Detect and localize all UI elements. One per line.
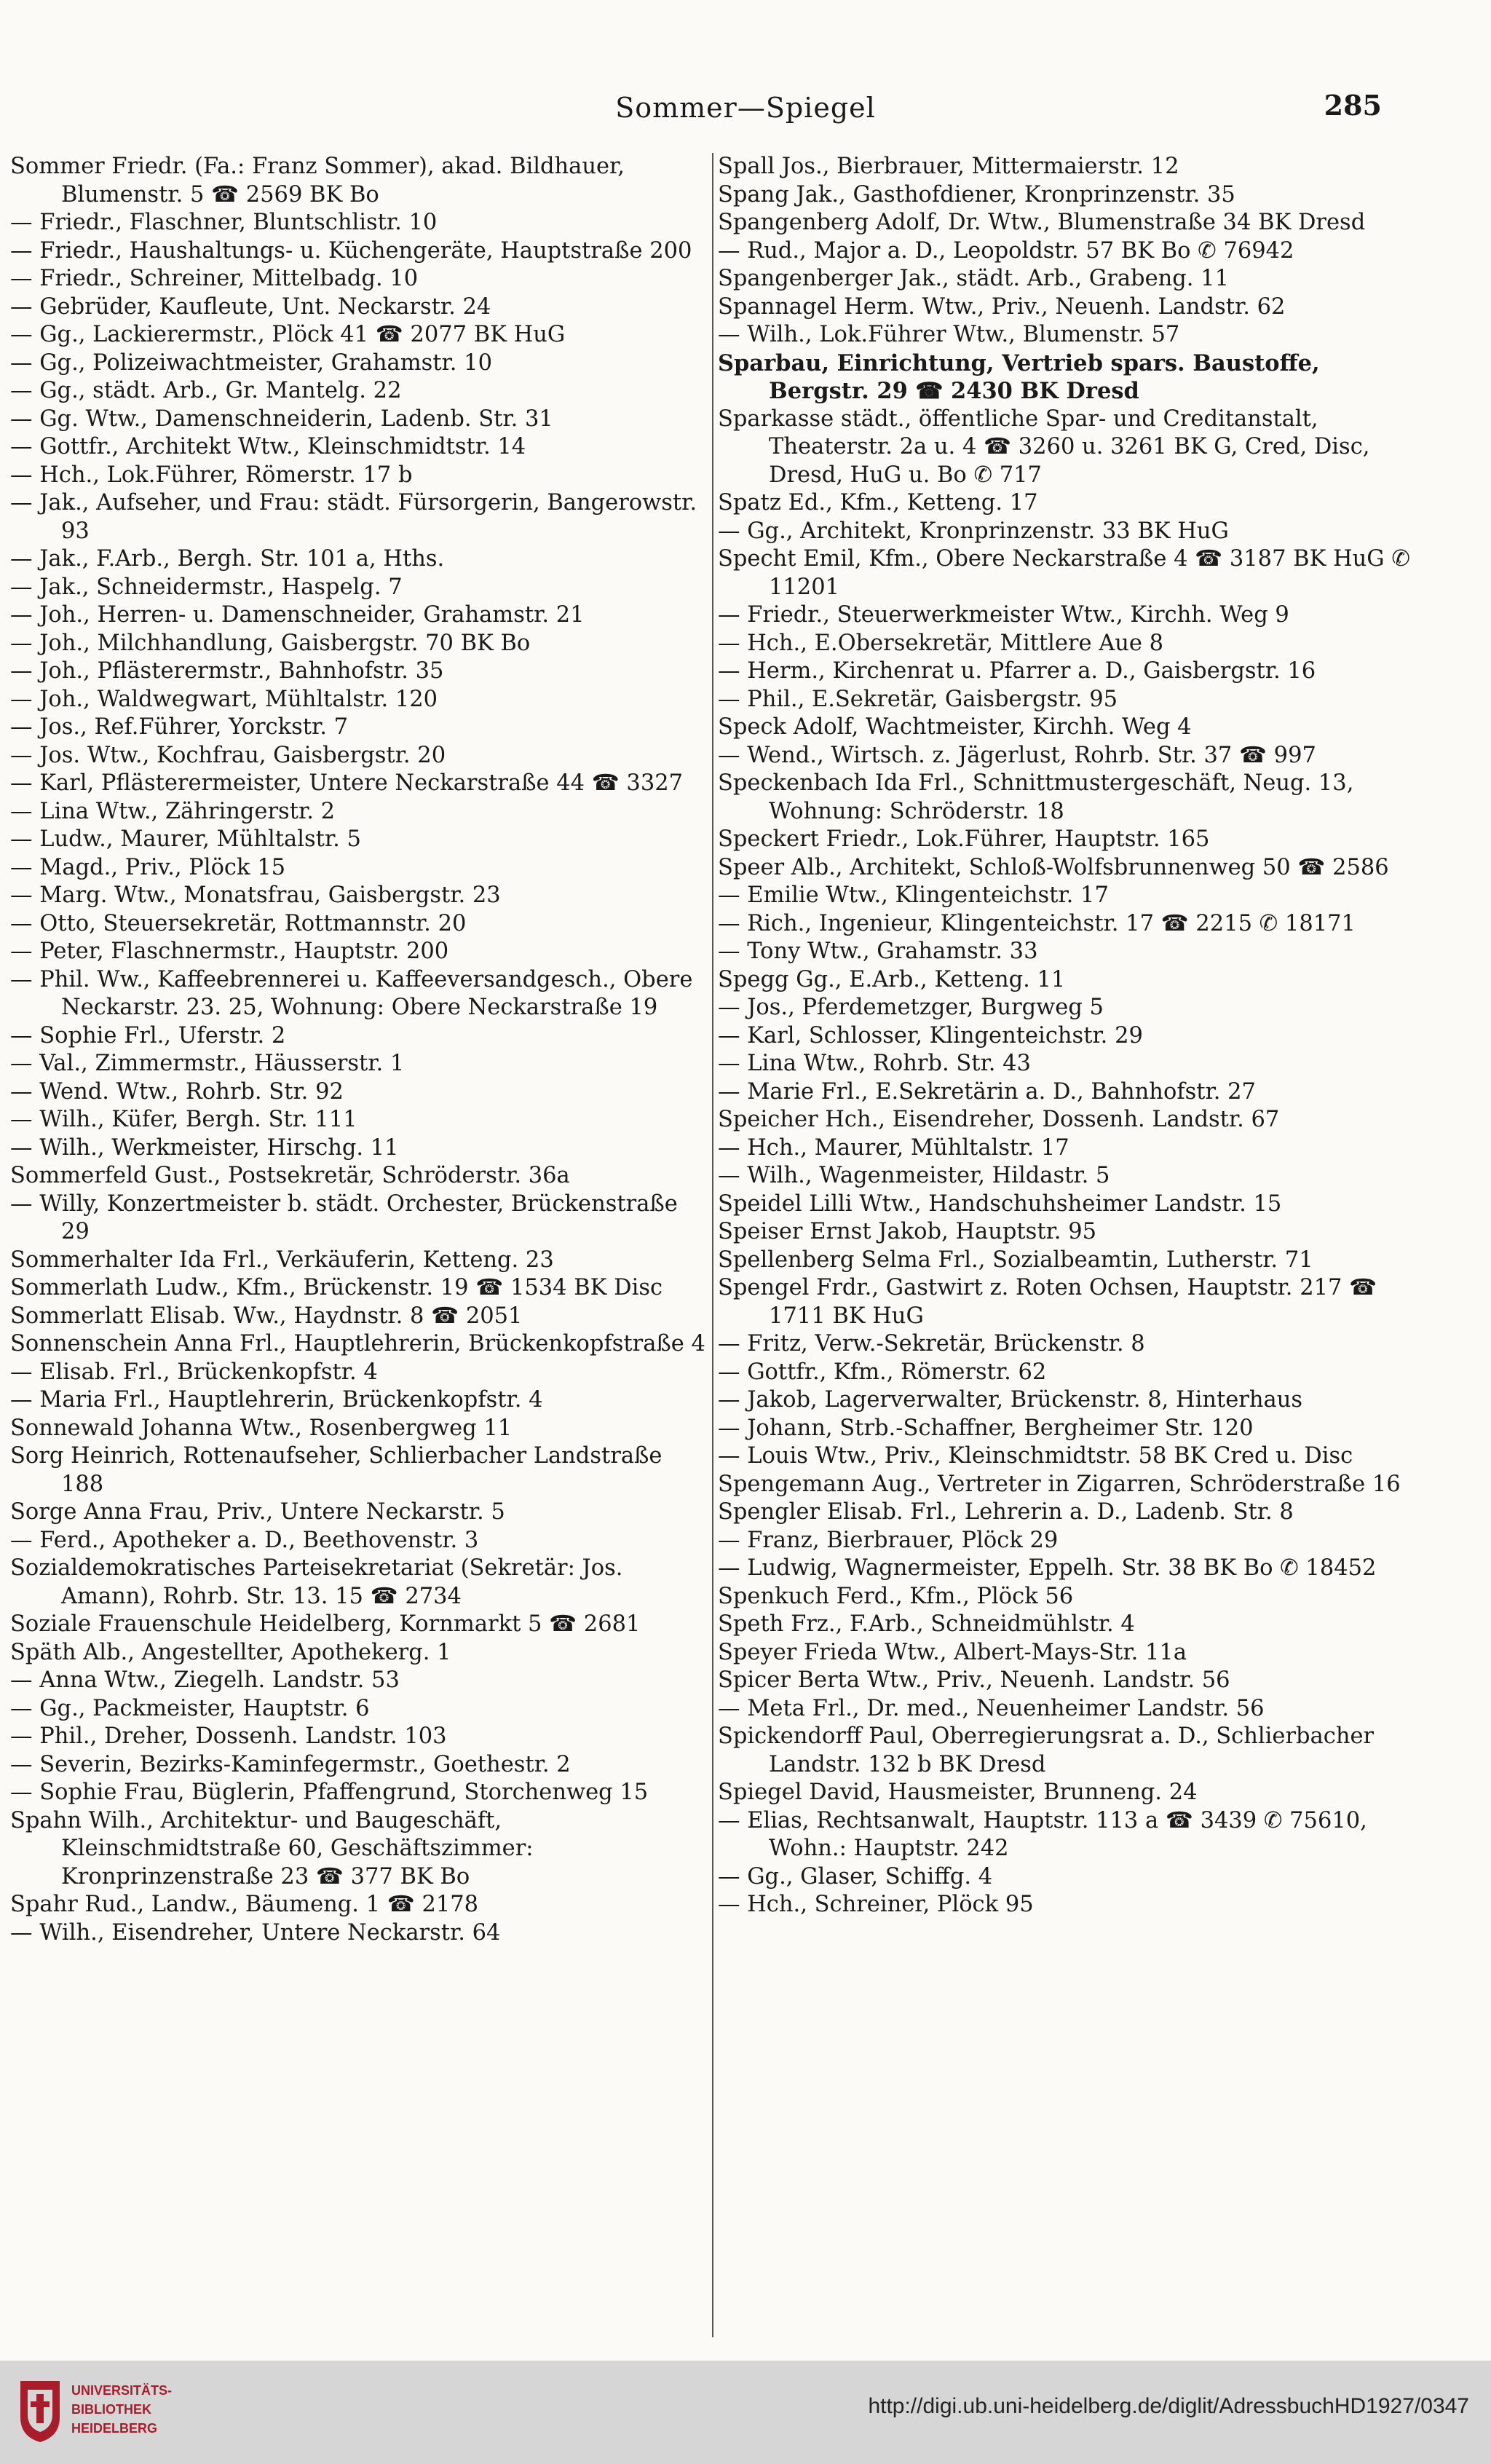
directory-entry: — Marie Frl., E.Sekretärin a. D., Bahnhofstr. 27	[718, 1078, 1256, 1105]
directory-entry: Spahr Rud., Landw., Bäumeng. 1 ☎ 2178	[10, 1892, 479, 1917]
page-number: 285	[1324, 89, 1382, 122]
directory-entry: — Ferd., Apotheker a. D., Beethovenstr. 3	[10, 1527, 479, 1553]
directory-entry: — Meta Frl., Dr. med., Neuenheimer Landstr. 56	[718, 1695, 1265, 1721]
directory-entry: — Gg., Architekt, Kronprinzenstr. 33 BK HuG	[718, 518, 1229, 544]
directory-entry: — Wilh., Küfer, Bergh. Str. 111	[10, 1107, 357, 1132]
directory-entry: Spenkuch Ferd., Kfm., Plöck 56	[718, 1583, 1074, 1609]
source-url-link[interactable]: http://digi.ub.uni-heidelberg.de/diglit/AdressbuchHD1927/0347	[868, 2394, 1469, 2418]
directory-entry: — Louis Wtw., Priv., Kleinschmidtstr. 58 BK Cred u. Disc	[718, 1443, 1353, 1469]
directory-entry: Spickendorff Paul, Oberregierungsrat a. D., Schlierbacher Landstr. 132 b BK Dresd	[718, 1723, 1375, 1777]
directory-entry: — Lina Wtw., Rohrb. Str. 43	[718, 1051, 1031, 1076]
directory-entry: — Gg. Wtw., Damenschneiderin, Ladenb. Str. 31	[10, 406, 553, 432]
directory-entry: — Wilh., Wagenmeister, Hildastr. 5	[718, 1163, 1110, 1188]
directory-entry: Speckenbach Ida Frl., Schnittmustergeschäft, Neug. 13, Wohnung: Schröderstr. 18	[718, 770, 1354, 824]
directory-entry: Späth Alb., Angestellter, Apothekerg. 1	[10, 1639, 451, 1665]
directory-entry: Speidel Lilli Wtw., Handschuhsheimer Landstr. 15	[718, 1190, 1282, 1217]
directory-entry: — Hch., Schreiner, Plöck 95	[718, 1892, 1034, 1917]
directory-entry: — Wend., Wirtsch. z. Jägerlust, Rohrb. Str. 37 ☎ 997	[718, 742, 1316, 768]
directory-entry: — Ludwig, Wagnermeister, Eppelh. Str. 38 BK Bo ✆ 18452	[718, 1555, 1377, 1581]
directory-entry: Spiegel David, Hausmeister, Brunneng. 24	[718, 1780, 1198, 1805]
directory-entry: Sorg Heinrich, Rottenaufseher, Schlierbacher Landstraße 188	[10, 1443, 663, 1497]
directory-entry: — Fritz, Verw.-Sekretär, Brückenstr. 8	[718, 1331, 1145, 1357]
directory-entry: Sommer Friedr. (Fa.: Franz Sommer), akad. Bildhauer, Blumenstr. 5 ☎ 2569 BK Bo	[10, 154, 625, 208]
directory-entry: — Jakob, Lagerverwalter, Brückenstr. 8, Hinterhaus	[718, 1387, 1303, 1413]
directory-entry: Speicher Hch., Eisendreher, Dossenh. Landstr. 67	[718, 1107, 1280, 1132]
directory-entry: — Rich., Ingenieur, Klingenteichstr. 17 ☎ 2215 ✆ 18171	[718, 910, 1356, 936]
directory-entry: — Joh., Waldwegwart, Mühltalstr. 120	[10, 686, 438, 712]
directory-entry: — Gg., städt. Arb., Gr. Mantelg. 22	[10, 378, 402, 403]
directory-entry: Speiser Ernst Jakob, Hauptstr. 95	[718, 1219, 1097, 1244]
directory-entry: — Karl, Pflästerermeister, Untere Neckarstraße 44 ☎ 3327	[10, 770, 684, 796]
footer-bar	[0, 2361, 1491, 2464]
directory-entry: — Jos. Wtw., Kochfrau, Gaisbergstr. 20	[10, 742, 446, 768]
directory-entry: Sonnenschein Anna Frl., Hauptlehrerin, Brückenkopfstraße 4	[10, 1331, 705, 1357]
directory-entry: — Maria Frl., Hauptlehrerin, Brückenkopfstr. 4	[10, 1387, 543, 1413]
directory-entry: Spang Jak., Gasthofdiener, Kronprinzenstr. 35	[718, 181, 1235, 208]
directory-entry: Spegg Gg., E.Arb., Ketteng. 11	[718, 966, 1066, 992]
directory-entry: — Phil. Ww., Kaffeebrennerei u. Kaffeeversandgesch., Obere Neckarstr. 23. 25, Wohnung: Obere Neckarstraße 19	[10, 966, 693, 1020]
directory-entry: Sommerhalter Ida Frl., Verkäuferin, Ketteng. 23	[10, 1247, 554, 1273]
directory-entry: — Jos., Ref.Führer, Yorckstr. 7	[10, 714, 349, 740]
directory-entry: — Friedr., Schreiner, Mittelbadg. 10	[10, 266, 419, 291]
directory-entry: — Jak., Schneidermstr., Haspelg. 7	[10, 574, 403, 600]
directory-entry: — Joh., Herren- u. Damenschneider, Grahamstr. 21	[10, 602, 585, 628]
directory-entry: — Emilie Wtw., Klingenteichstr. 17	[718, 882, 1109, 908]
directory-entry: Speyer Frieda Wtw., Albert-Mays-Str. 11a	[718, 1639, 1187, 1665]
directory-entry: — Herm., Kirchenrat u. Pfarrer a. D., Gaisbergstr. 16	[718, 658, 1316, 684]
directory-entry: — Friedr., Flaschner, Bluntschlistr. 10	[10, 210, 438, 235]
right-column	[718, 153, 1418, 2337]
directory-entry: Sozialdemokratisches Parteisekretariat (Sekretär: Jos. Amann), Rohrb. Str. 13. 15 ☎ 2734	[10, 1555, 623, 1609]
directory-entry: Spatz Ed., Kfm., Ketteng. 17	[718, 490, 1038, 516]
directory-entry: — Otto, Steuersekretär, Rottmannstr. 20	[10, 910, 467, 936]
directory-entry: — Johann, Strb.-Schaffner, Bergheimer Str. 120	[718, 1415, 1254, 1441]
directory-entry: Sommerlath Ludw., Kfm., Brückenstr. 19 ☎ 1534 BK Disc	[10, 1275, 663, 1300]
directory-entry: Spellenberg Selma Frl., Sozialbeamtin, Lutherstr. 71	[718, 1247, 1313, 1273]
directory-entry: Spengemann Aug., Vertreter in Zigarren, Schröderstraße 16	[718, 1471, 1401, 1497]
directory-entry: Speck Adolf, Wachtmeister, Kirchh. Weg 4	[718, 714, 1192, 740]
directory-entry: — Anna Wtw., Ziegelh. Landstr. 53	[10, 1667, 400, 1693]
page-header	[0, 86, 1491, 137]
directory-entry: — Ludw., Maurer, Mühltalstr. 5	[10, 826, 361, 852]
directory-entry: — Karl, Schlosser, Klingenteichstr. 29	[718, 1022, 1143, 1049]
directory-entry: — Tony Wtw., Grahamstr. 33	[718, 939, 1038, 964]
left-column	[10, 153, 711, 2337]
directory-entry: — Marg. Wtw., Monatsfrau, Gaisbergstr. 23	[10, 882, 501, 908]
directory-entry: Spengler Elisab. Frl., Lehrerin a. D., Ladenb. Str. 8	[718, 1499, 1294, 1525]
directory-entry: — Magd., Priv., Plöck 15	[10, 854, 286, 880]
directory-entry: Sommerfeld Gust., Postsekretär, Schröderstr. 36a	[10, 1163, 570, 1188]
directory-entry: — Gg., Glaser, Schiffg. 4	[718, 1863, 993, 1890]
library-brand	[71, 2381, 172, 2438]
directory-entry: — Phil., E.Sekretär, Gaisbergstr. 95	[718, 686, 1118, 712]
directory-entry: Specht Emil, Kfm., Obere Neckarstraße 4 ☎ 3187 BK HuG ✆ 11201	[718, 546, 1410, 600]
directory-entry: — Joh., Milchhandlung, Gaisbergstr. 70 BK Bo	[10, 630, 531, 656]
directory-entry: — Gg., Packmeister, Hauptstr. 6	[10, 1695, 370, 1721]
directory-entry: Speer Alb., Architekt, Schloß-Wolfsbrunnenweg 50 ☎ 2586	[718, 854, 1389, 880]
directory-entry: — Elisab. Frl., Brückenkopfstr. 4	[10, 1359, 378, 1385]
brand-line-2: BIBLIOTHEK	[71, 2402, 151, 2417]
directory-entry: — Rud., Major a. D., Leopoldstr. 57 BK Bo ✆ 76942	[718, 237, 1294, 264]
directory-entry: Spahn Wilh., Architektur- und Baugeschäft, Kleinschmidtstraße 60, Geschäftszimmer: Kronprinzenstraße 23 ☎ 377 BK Bo	[10, 1807, 534, 1890]
directory-entry: Spall Jos., Bierbrauer, Mittermaierstr. 12	[718, 154, 1179, 179]
directory-entry: Spangenberger Jak., städt. Arb., Grabeng. 11	[718, 266, 1229, 291]
directory-entry: — Joh., Pflästerermstr., Bahnhofstr. 35	[10, 658, 444, 684]
directory-entry: — Wilh., Eisendreher, Untere Neckarstr. 64	[10, 1919, 501, 1946]
directory-entry: Sonnewald Johanna Wtw., Rosenbergweg 11	[10, 1415, 513, 1441]
directory-entry: — Franz, Bierbrauer, Plöck 29	[718, 1527, 1059, 1553]
directory-entry: — Val., Zimmermstr., Häusserstr. 1	[10, 1051, 405, 1076]
running-head: Sommer—Spiegel	[615, 92, 876, 124]
directory-entry: — Peter, Flaschnermstr., Hauptstr. 200	[10, 939, 449, 964]
directory-entry: — Gg., Lackierermstr., Plöck 41 ☎ 2077 BK HuG	[10, 322, 566, 347]
directory-entry: — Hch., Maurer, Mühltalstr. 17	[718, 1134, 1069, 1161]
directory-entry: — Phil., Dreher, Dossenh. Landstr. 103	[10, 1723, 447, 1749]
directory-entry: — Wend. Wtw., Rohrb. Str. 92	[10, 1078, 344, 1105]
directory-entry: — Jak., F.Arb., Bergh. Str. 101 a, Hths.	[10, 546, 445, 572]
directory-entry: — Gebrüder, Kaufleute, Unt. Neckarstr. 24	[10, 293, 491, 320]
directory-entry: — Wilh., Werkmeister, Hirschg. 11	[10, 1134, 399, 1161]
directory-entry: — Willy, Konzertmeister b. städt. Orchester, Brückenstraße 29	[10, 1190, 678, 1244]
directory-entry: — Gottfr., Kfm., Römerstr. 62	[718, 1359, 1047, 1385]
directory-entry: Speckert Friedr., Lok.Führer, Hauptstr. 165	[718, 826, 1210, 852]
directory-entry: Soziale Frauenschule Heidelberg, Kornmarkt 5 ☎ 2681	[10, 1611, 641, 1637]
directory-entry: Speth Frz., F.Arb., Schneidmühlstr. 4	[718, 1611, 1135, 1637]
directory-entry: — Severin, Bezirks-Kaminfegermstr., Goethestr. 2	[10, 1751, 571, 1777]
directory-entry: — Jos., Pferdemetzger, Burgweg 5	[718, 995, 1104, 1020]
brand-line-1: UNIVERSITÄTS-	[71, 2383, 173, 2398]
directory-entry: — Jak., Aufseher, und Frau: städt. Fürsorgerin, Bangerowstr. 93	[10, 490, 697, 544]
directory-entry: — Friedr., Haushaltungs- u. Küchengeräte, Hauptstraße 200	[10, 237, 692, 264]
directory-entry: — Sophie Frau, Büglerin, Pfaffengrund, Storchenweg 15	[10, 1780, 649, 1805]
directory-entry: Spangenberg Adolf, Dr. Wtw., Blumenstraße 34 BK Dresd	[718, 210, 1366, 235]
directory-entry: Spannagel Herm. Wtw., Priv., Neuenh. Landstr. 62	[718, 293, 1286, 320]
brand-line-3: HEIDELBERG	[71, 2421, 158, 2436]
directory-entry: Spengel Frdr., Gastwirt z. Roten Ochsen, Hauptstr. 217 ☎ 1711 BK HuG	[718, 1275, 1377, 1329]
directory-entry: — Gg., Polizeiwachtmeister, Grahamstr. 10	[10, 350, 492, 376]
directory-entry: Sparkasse städt., öffentliche Spar- und Creditanstalt, Theaterstr. 2a u. 4 ☎ 3260 u. 3261 BK G, Cred, Disc, Dresd, HuG u. Bo ✆ 717	[718, 406, 1370, 488]
directory-entry: — Sophie Frl., Uferstr. 2	[10, 1022, 286, 1049]
directory-entry: — Wilh., Lok.Führer Wtw., Blumenstr. 57	[718, 322, 1180, 347]
directory-entry: — Friedr., Steuerwerkmeister Wtw., Kirchh. Weg 9	[718, 602, 1289, 628]
directory-entry: — Lina Wtw., Zähringerstr. 2	[10, 798, 335, 824]
directory-entry: — Hch., E.Obersekretär, Mittlere Aue 8	[718, 630, 1164, 656]
directory-entry: Sommerlatt Elisab. Ww., Haydnstr. 8 ☎ 2051	[10, 1303, 523, 1329]
directory-entry: — Elias, Rechtsanwalt, Hauptstr. 113 a ☎ 3439 ✆ 75610, Wohn.: Hauptstr. 242	[718, 1807, 1367, 1861]
directory-entry: Sparbau, Einrichtung, Vertrieb spars. Baustoffe, Bergstr. 29 ☎ 2430 BK Dresd	[718, 350, 1320, 404]
directory-entry: — Hch., Lok.Führer, Römerstr. 17 b	[10, 462, 413, 488]
column-divider	[712, 153, 713, 2337]
directory-entry: Sorge Anna Frau, Priv., Untere Neckarstr. 5	[10, 1499, 505, 1525]
directory-entry: Spicer Berta Wtw., Priv., Neuenh. Landstr. 56	[718, 1667, 1230, 1693]
university-seal-icon	[16, 2378, 64, 2445]
directory-entry: — Gottfr., Architekt Wtw., Kleinschmidtstr. 14	[10, 434, 526, 459]
